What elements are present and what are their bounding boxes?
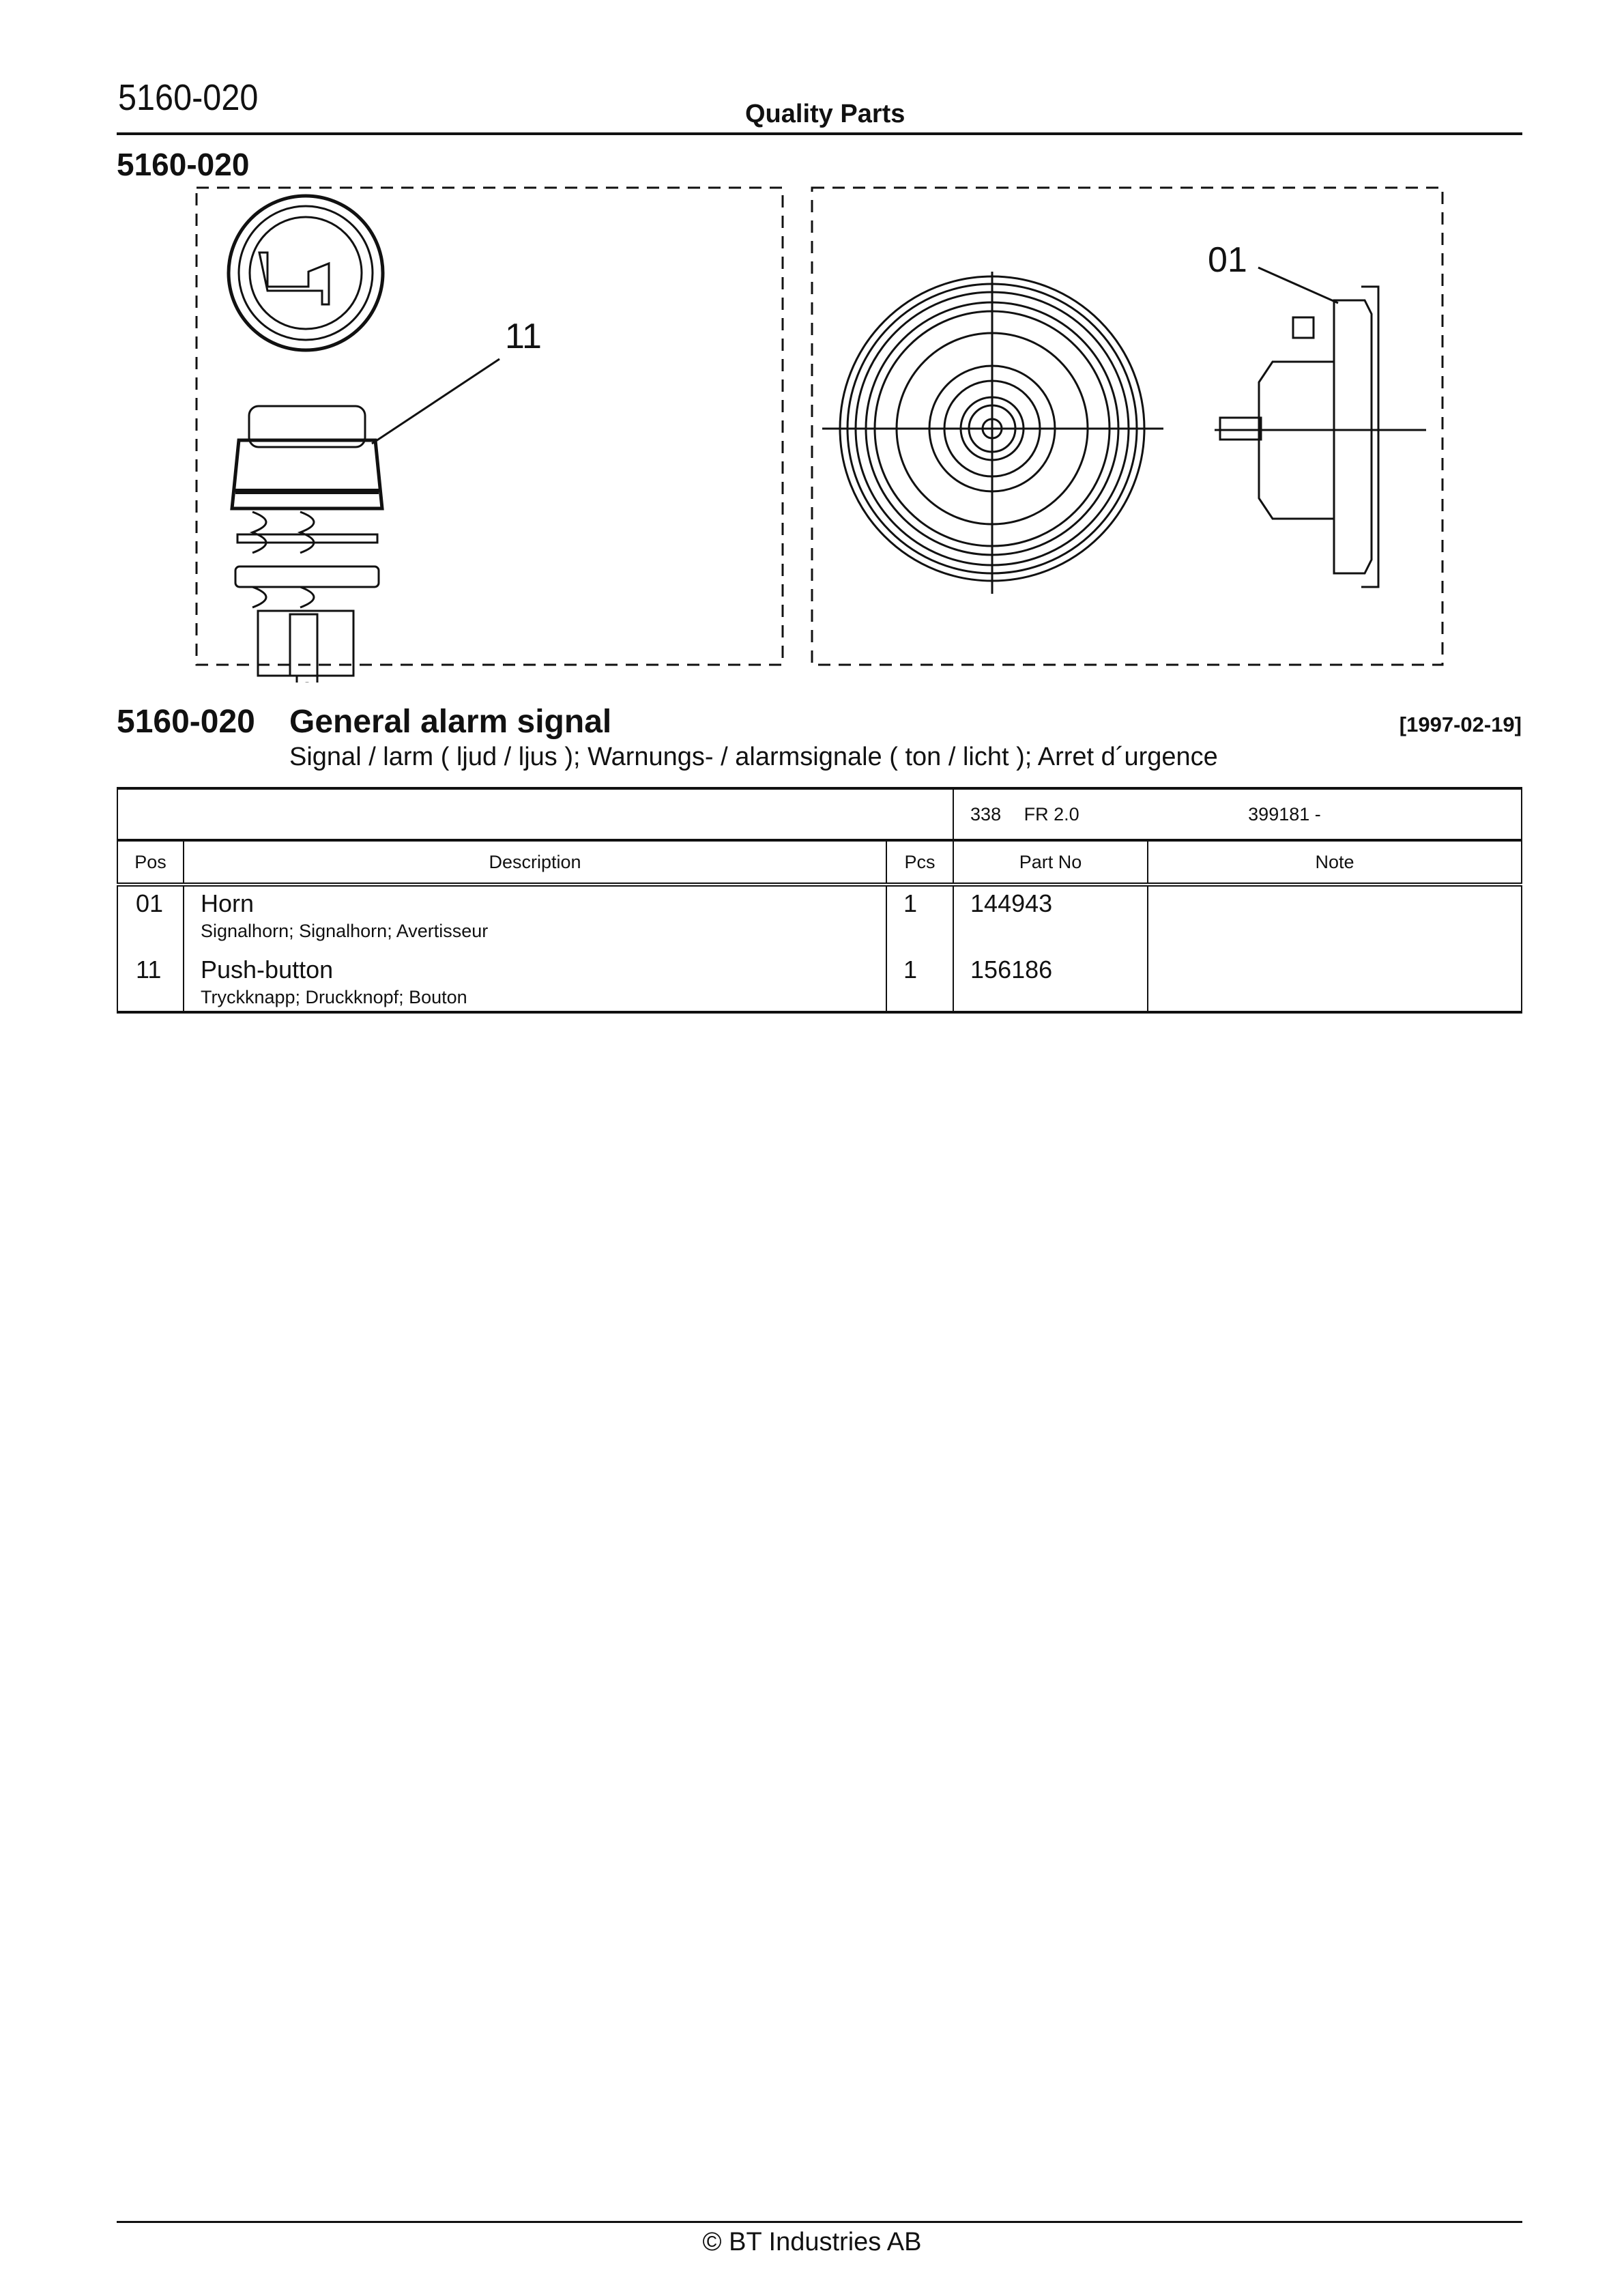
push-button-cap-drawing [229, 196, 383, 350]
group-date: [1997-02-19] [1399, 713, 1522, 736]
copyright: © BT Industries AB [702, 2228, 922, 2256]
table-header [117, 840, 1522, 885]
group-number: 5160-020 [117, 704, 255, 740]
row-pcs: 1 [886, 942, 953, 1012]
row-description: Push-button [201, 956, 334, 984]
parts-diagram [0, 0, 1624, 683]
diagram-frame-left [197, 188, 783, 665]
row-pos: 01 [117, 885, 184, 942]
model-variant: FR 2.0 [1024, 803, 1079, 824]
callout-leader-01 [1258, 268, 1338, 303]
callout-label-11: 11 [505, 317, 542, 356]
row-note [1148, 942, 1522, 1012]
callout-leader-11 [372, 359, 499, 444]
col-note: Note [1148, 840, 1522, 885]
row-note [1148, 885, 1522, 942]
group-title: General alarm signal [289, 704, 612, 740]
row-description: Horn [201, 889, 255, 917]
col-part-no: Part No [953, 840, 1148, 885]
col-pos: Pos [117, 840, 184, 885]
model-number: 338 [970, 803, 1002, 824]
group-subtitle: Signal / larm ( ljud / ljus ); Warnungs- / alarmsignale ( ton / licht ); Arret d´urgence [289, 743, 1218, 771]
horn-front-drawing [822, 272, 1163, 594]
parts-table [117, 787, 1522, 1014]
col-description: Description [184, 840, 886, 885]
row-pcs: 1 [886, 885, 953, 942]
horn-side-drawing [1215, 287, 1426, 587]
document-number: 5160-020 [118, 77, 259, 118]
brand-label: Quality Parts [745, 100, 905, 128]
table-row [117, 885, 1522, 942]
serial-range: 399181 - [1248, 803, 1321, 824]
row-pos: 11 [117, 942, 184, 1012]
row-description-translations: Tryckknapp; Druckknopf; Bouton [201, 987, 467, 1007]
footer-divider [117, 2221, 1522, 2223]
col-pcs: Pcs [886, 840, 953, 885]
row-part-no: 144943 [953, 885, 1148, 942]
diagram-frame-right [812, 188, 1442, 665]
callout-label-01: 01 [1208, 240, 1247, 280]
row-description-translations: Signalhorn; Signalhorn; Avertisseur [201, 921, 489, 941]
section-number: 5160-020 [117, 147, 250, 182]
row-part-no: 156186 [953, 942, 1148, 1012]
push-button-body-drawing [232, 406, 382, 683]
model-info-row [117, 788, 1522, 840]
table-row [117, 942, 1522, 1012]
